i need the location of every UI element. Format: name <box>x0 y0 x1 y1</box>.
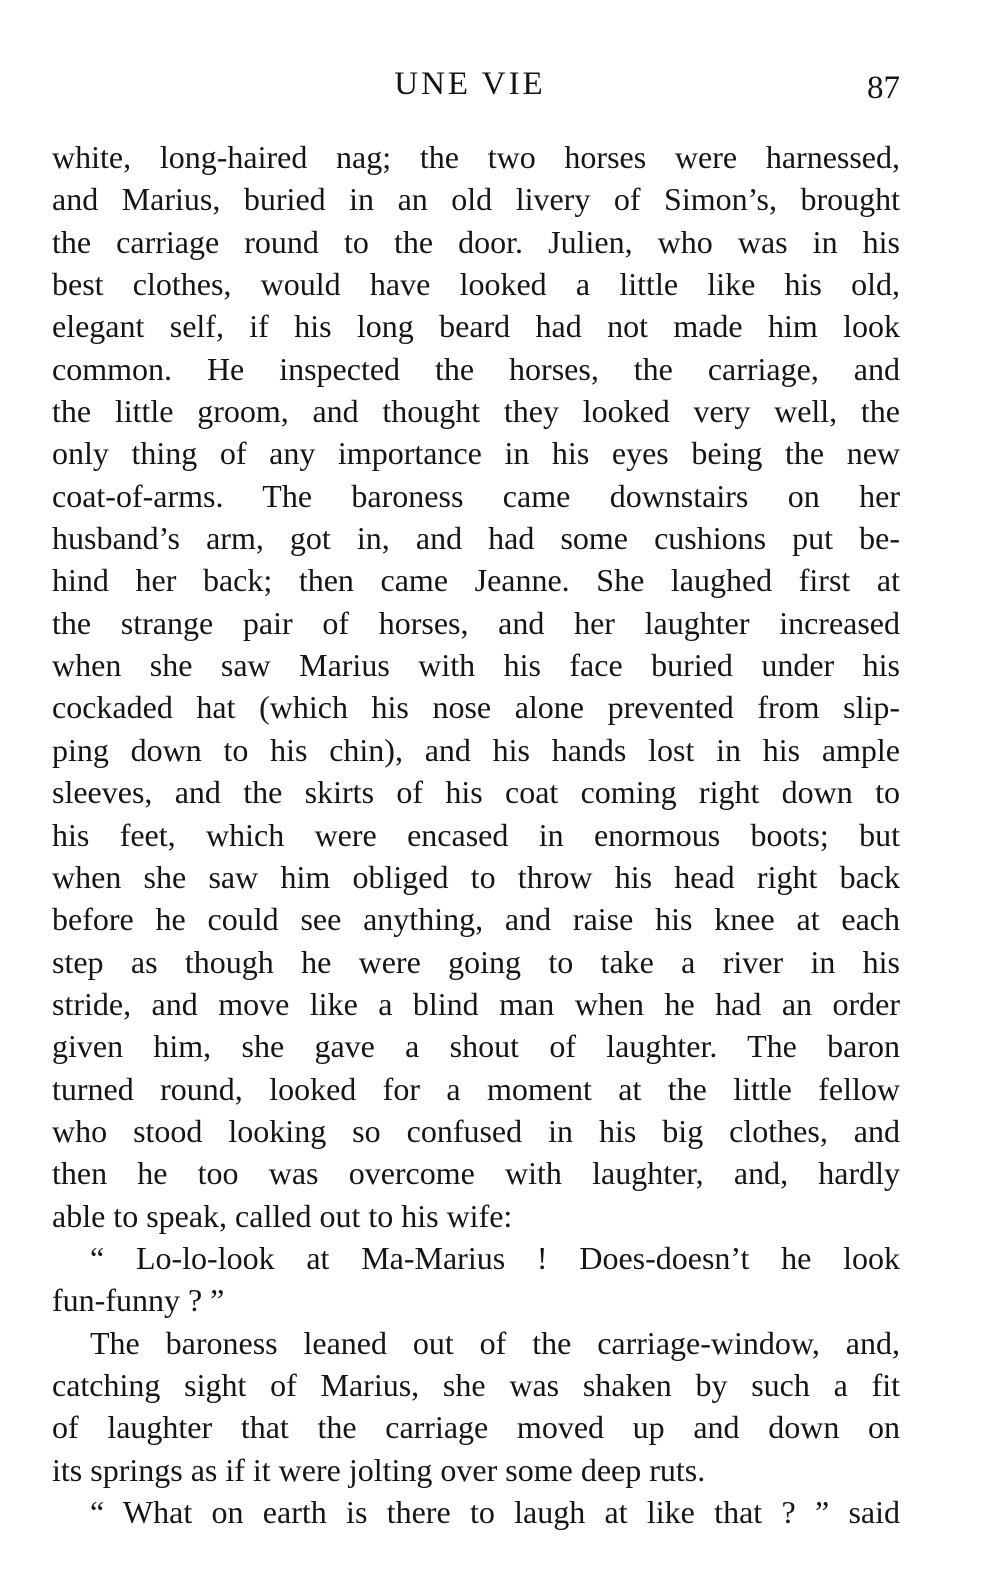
dialogue-line: “ Lo-lo-look at Ma-Marius ! Does-doesn’t he look <box>90 1239 900 1276</box>
text-line: sleeves, and the skirts of his coat coming right down to <box>52 774 900 811</box>
text-line: catching sight of Marius, she was shaken by such a fit <box>52 1366 900 1403</box>
text-line: his feet, which were encased in enormous boots; but <box>52 816 900 853</box>
text-line: common. He inspected the horses, the carriage, and <box>52 350 900 387</box>
text-line: who stood looking so confused in his big clothes, and <box>52 1112 900 1149</box>
text-line: the little groom, and thought they looked very well, the <box>52 393 900 430</box>
text-line: when she saw Marius with his face buried under his <box>52 647 900 684</box>
body-text <box>52 136 900 1533</box>
text-line: able to speak, called out to his wife: <box>52 1197 513 1234</box>
text-line: elegant self, if his long beard had not made him look <box>52 308 900 345</box>
text-line: cockaded hat (which his nose alone prevented from slip- <box>52 689 900 726</box>
text-line: before he could see anything, and raise his knee at each <box>52 901 900 938</box>
text-line: the strange pair of horses, and her laughter increased <box>52 604 900 641</box>
text-line: stride, and move like a blind man when he had an order <box>52 985 900 1022</box>
text-line: white, long-haired nag; the two horses were harnessed, <box>52 139 900 175</box>
text-line: when she saw him obliged to throw his head right back <box>52 858 900 895</box>
text-line: husband’s arm, got in, and had some cushions put be- <box>52 520 900 557</box>
page-number: 87 <box>867 70 900 106</box>
text-line: of laughter that the carriage moved up and down on <box>52 1409 900 1446</box>
running-title: UNE VIE <box>394 66 546 102</box>
paragraph-start-line: The baroness leaned out of the carriage-window, and, <box>90 1324 900 1361</box>
text-line: step as though he were going to take a river in his <box>52 943 900 980</box>
text-line: the carriage round to the door. Julien, who was in his <box>52 223 900 260</box>
text-line: turned round, looked for a moment at the little fellow <box>52 1070 900 1107</box>
text-line: fun-funny ? ” <box>52 1282 225 1319</box>
text-line: then he too was overcome with laughter, and, hardly <box>52 1155 900 1192</box>
text-line: best clothes, would have looked a little like his old, <box>52 266 900 303</box>
text-line: given him, she gave a shout of laughter. The baron <box>52 1028 900 1065</box>
text-line: ping down to his chin), and his hands lost in his ample <box>52 731 900 768</box>
dialogue-line: “ What on earth is there to laugh at like that ? ” said <box>90 1494 900 1530</box>
text-line: and Marius, buried in an old livery of Simon’s, brought <box>52 181 900 218</box>
text-line: its springs as if it were jolting over some deep ruts. <box>52 1451 706 1488</box>
text-line: hind her back; then came Jeanne. She laughed first at <box>52 562 900 599</box>
text-line: coat-of-arms. The baroness came downstairs on her <box>52 477 900 514</box>
text-line: only thing of any importance in his eyes being the new <box>52 435 900 472</box>
page-header <box>0 62 1000 106</box>
